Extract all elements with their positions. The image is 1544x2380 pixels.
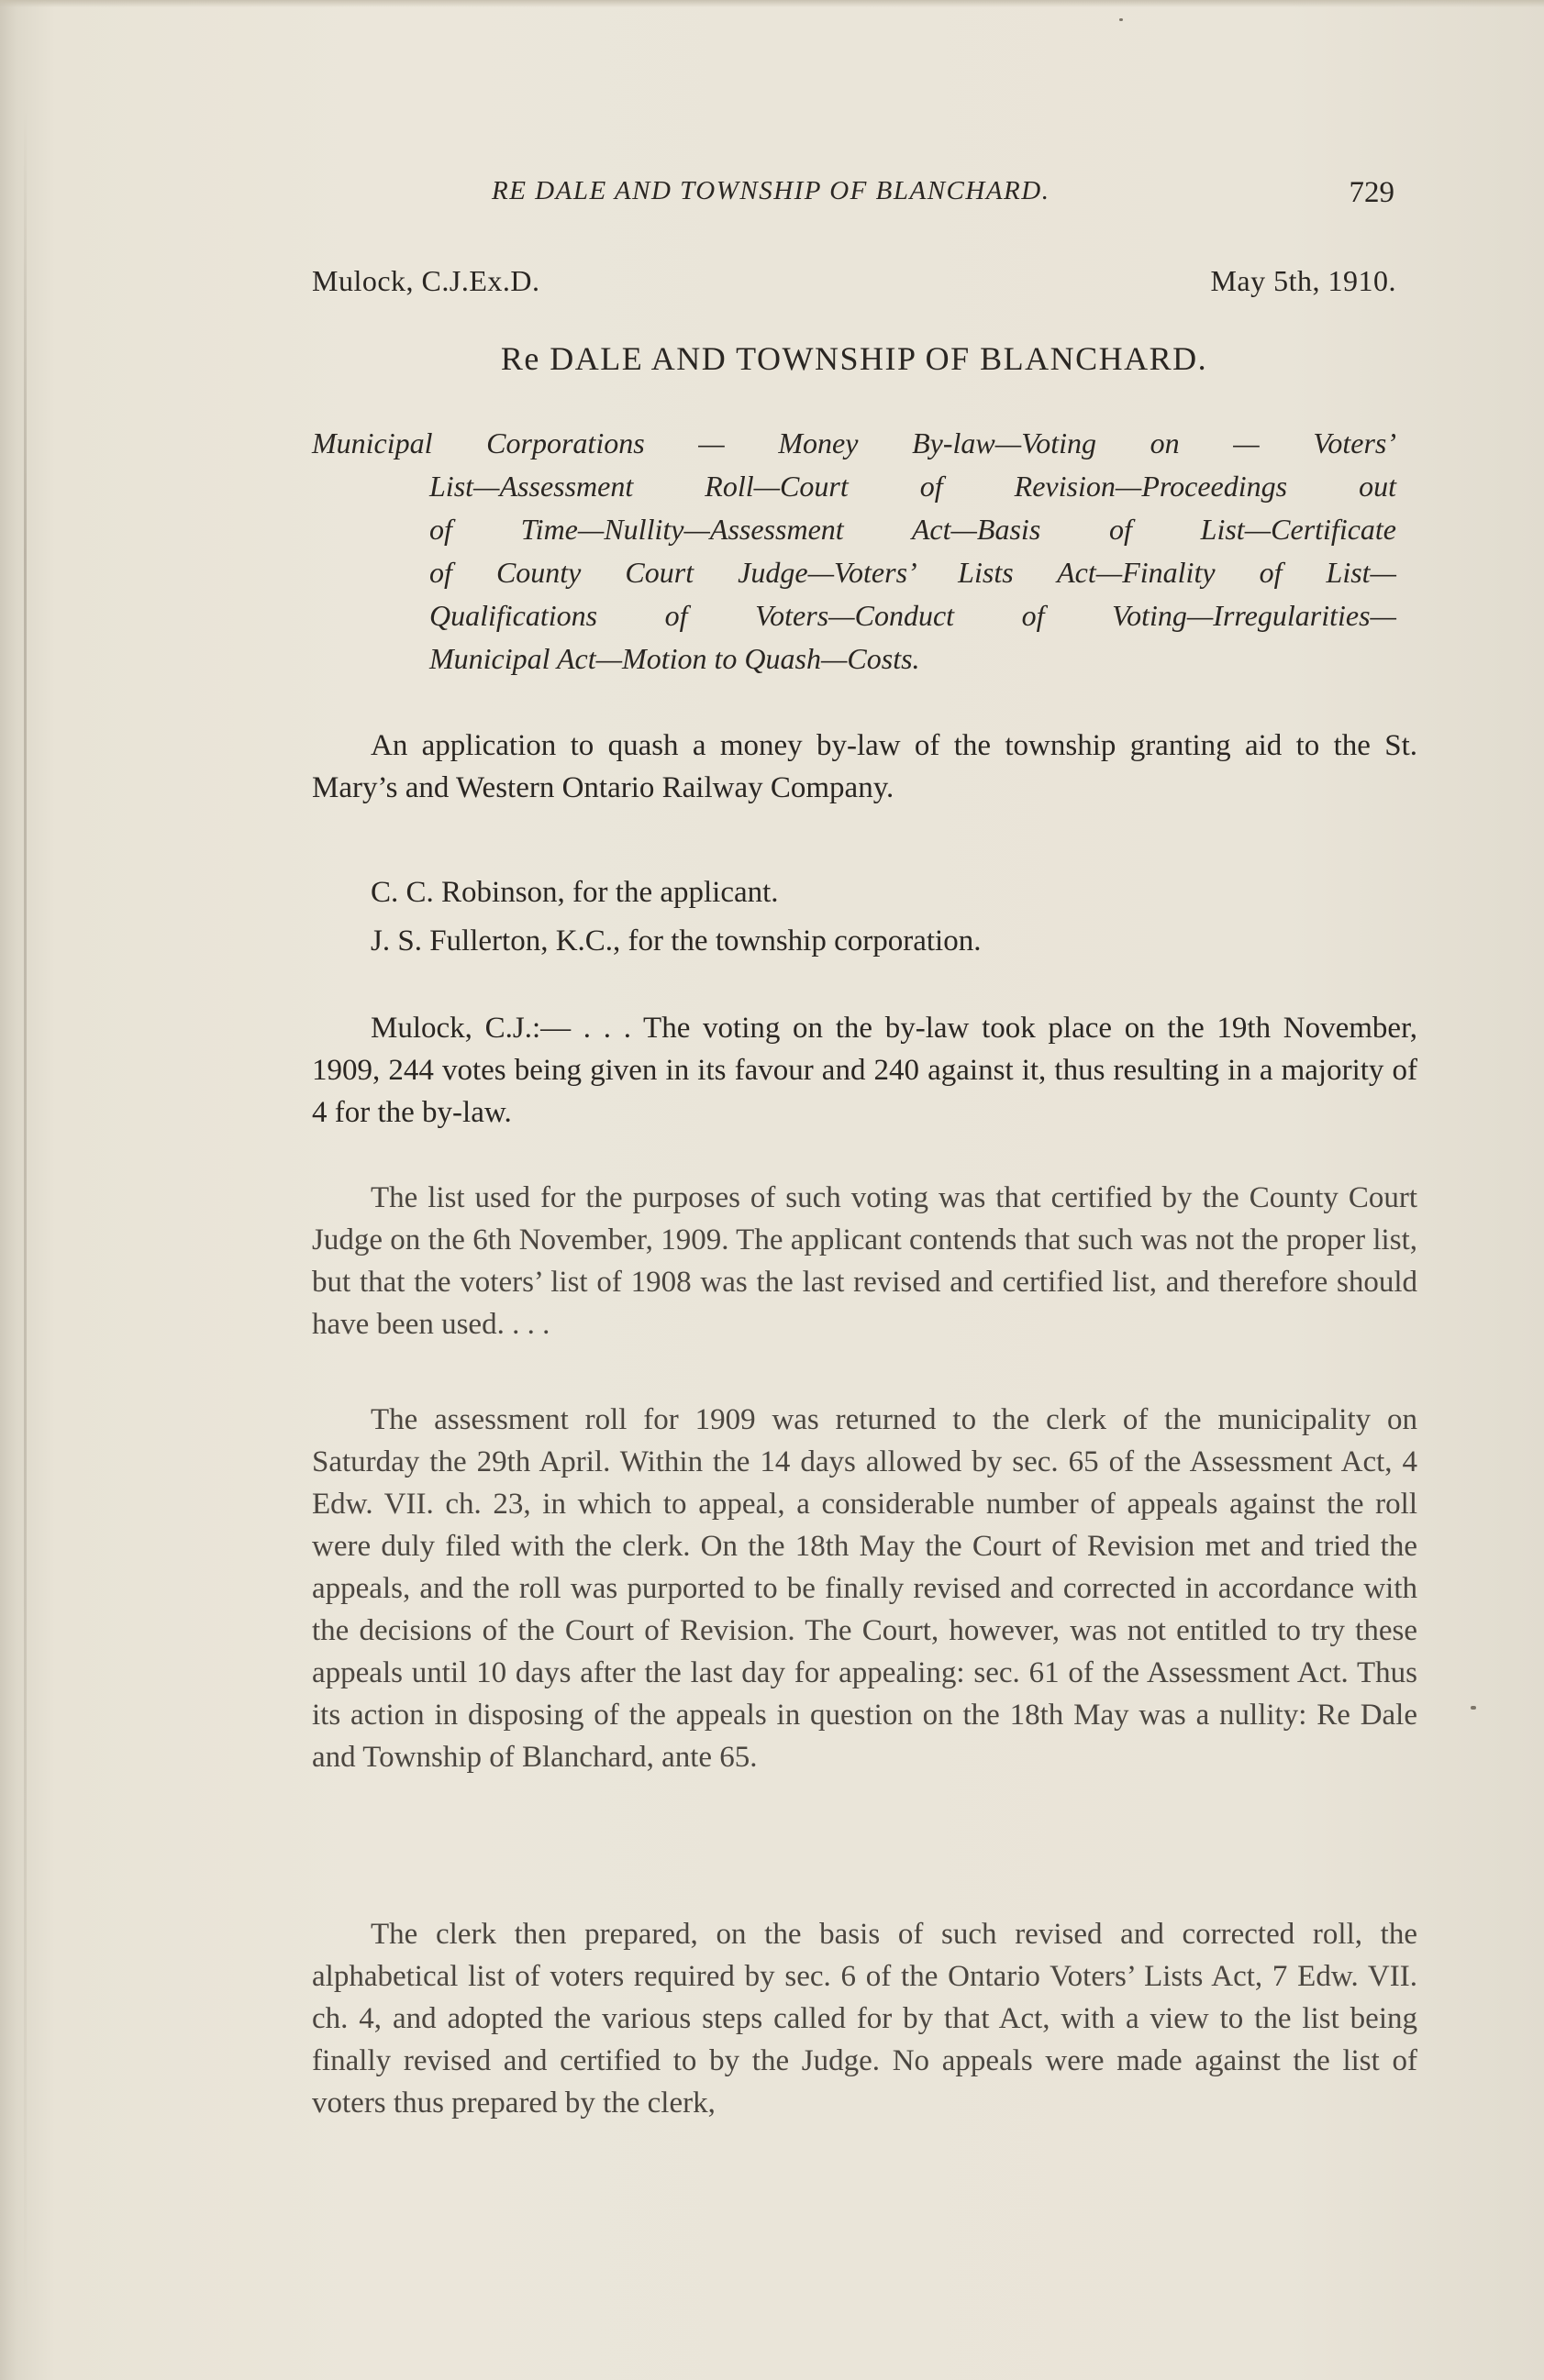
- counsel-text: C. C. Robinson, for the applicant.: [371, 876, 779, 909]
- paragraph-text: Mulock, C.J.:— . . . The voting on the by-law took place on the 19th November, 1909, 244 votes being given in its favour and 240 against it, thus resulting in a majority of 4 for the by-law.: [312, 1012, 1417, 1129]
- page-number: 729: [1349, 176, 1394, 209]
- headnote-line: Municipal Act—Motion to Quash—Costs.: [429, 642, 920, 675]
- application-text: An application to quash a money by-law of the township granting aid to the St. Mary’s and Western Ontario Railway Company.: [312, 729, 1417, 804]
- judgment-paragraph: [312, 1399, 1417, 1778]
- counsel-township: [312, 920, 1417, 962]
- counsel-text: J. S. Fullerton, K.C., for the township corporation.: [371, 924, 982, 958]
- case-title: Re DALE AND TOWNSHIP OF BLANCHARD.: [500, 340, 1208, 377]
- headnote-line: of Time—Nullity—Assessment Act—Basis of List—Certificate: [429, 513, 1396, 546]
- judgment-paragraph: [312, 1913, 1417, 2124]
- paragraph-text: The assessment roll for 1909 was returned to the clerk of the municipality on Saturday the 29th April. Within the 14 days allowed by sec. 65 of the Assessment Act, 4 Edw. VII. ch. 23, in which to appeal, a considerable number of appeals against the roll were duly filed with the clerk. On the 18th May the Court of Revision met and tried the appeals, and the roll was purported to be finally revised and corrected in accordance with the decisions of the Court of Revision. The Court, however, was not entitled to try these appeals until 10 days after the last day for appealing: sec. 61 of the Assessment Act. Thus its action in disposing of the appeals in question on the 18th May was a nullity: Re Dale and Township of Blanchard, ante 65.: [312, 1403, 1417, 1774]
- headnote-line: List—Assessment Roll—Court of Revision—Proceedings out: [429, 470, 1396, 503]
- paragraph-text: The clerk then prepared, on the basis of such revised and corrected roll, the alphabetical list of voters required by sec. 6 of the Ontario Voters’ Lists Act, 7 Edw. VII. ch. 4, and adopted the various steps called for by that Act, with a view to the list being finally revised and certified to by the Judge. No appeals were made against the list of voters thus prepared by the clerk,: [312, 1918, 1417, 2120]
- binding-gutter: [24, 110, 27, 2311]
- headnote-line: Qualifications of Voters—Conduct of Voting—Irregularities—: [429, 599, 1396, 632]
- running-head: RE DALE AND TOWNSHIP OF BLANCHARD.: [492, 176, 1050, 205]
- counsel-applicant: [312, 871, 1417, 913]
- headnote-line: of County Court Judge—Voters’ Lists Act—Finality of List—: [429, 556, 1396, 589]
- headnote-line: Municipal Corporations — Money By-law—Voting on — Voters’: [312, 426, 1396, 459]
- ink-speck: [1471, 1706, 1476, 1710]
- judgment-paragraph: [312, 1007, 1417, 1134]
- judgment-paragraph: [312, 1177, 1417, 1345]
- application-paragraph: [312, 725, 1417, 809]
- page-header: [312, 176, 1394, 222]
- judge-name: Mulock, C.J.Ex.D.: [312, 264, 540, 297]
- headnote: [312, 422, 1396, 681]
- ink-speck: [1119, 18, 1123, 21]
- paragraph-text: The list used for the purposes of such voting was that certified by the County Court Judge on the 6th November, 1909. The applicant contends that such was not the proper list, but that the voters’ list of 1908 was the last revised and certified list, and therefore should have been used. . . .: [312, 1181, 1417, 1341]
- page-top-edge: [0, 0, 1544, 7]
- decision-date: May 5th, 1910.: [1210, 264, 1396, 297]
